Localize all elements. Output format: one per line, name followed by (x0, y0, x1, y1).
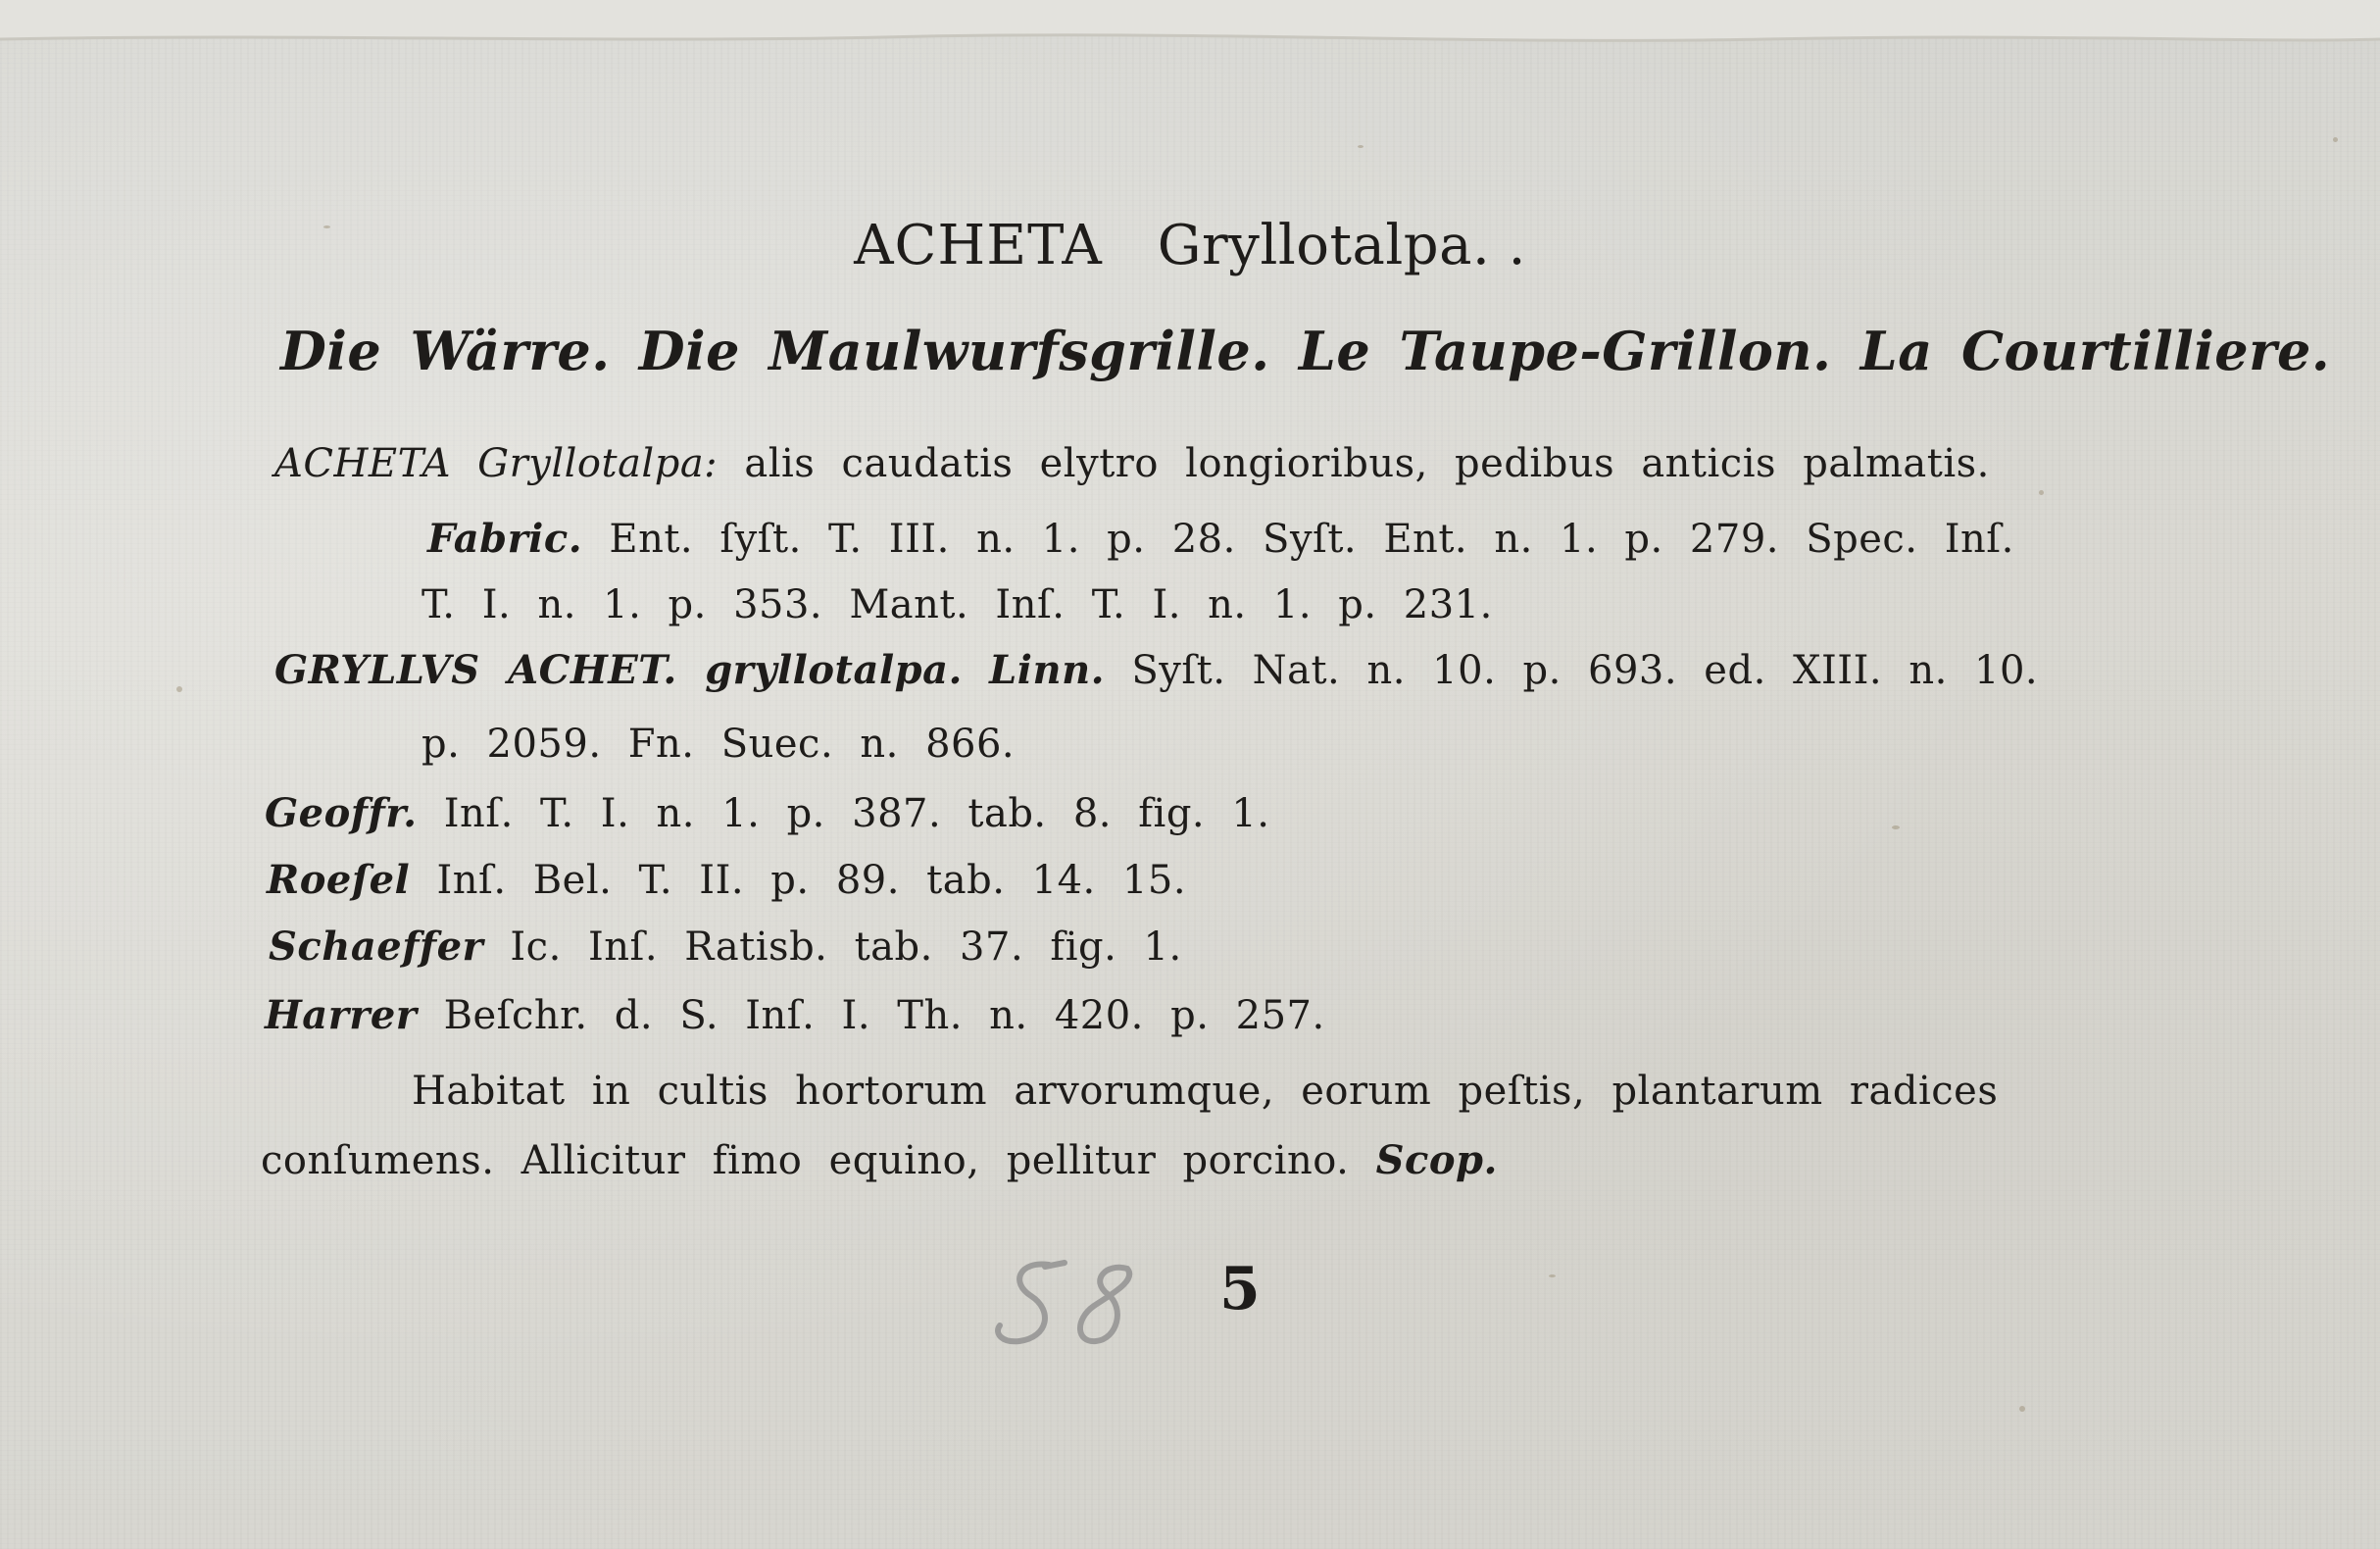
entry-text: Beſchr. d. S. Inſ. I. Th. n. 420. p. 257. (443, 993, 1325, 1038)
title-genus: ACHETA (854, 214, 1103, 277)
entry-author: GRYLLVS ACHET. gryllotalpa. (274, 647, 963, 693)
page-title (0, 214, 2380, 277)
entry-text: Inſ. T. I. n. 1. p. 387. tab. 8. fig. 1. (443, 791, 1270, 836)
entry-line (421, 582, 1493, 627)
entry-line (267, 857, 1186, 903)
entry-text: Inſ. Bel. T. II. p. 89. tab. 14. 15. (436, 858, 1187, 903)
habitat-source: Scop. (1375, 1137, 1498, 1183)
paper-speck (2019, 1406, 2025, 1412)
entry-author: Roeſel (267, 857, 411, 903)
handwritten-stamp-58 (980, 1243, 1176, 1361)
entry-line (274, 441, 1990, 486)
entry-line (269, 924, 1182, 970)
paper-speck (1549, 1274, 1556, 1277)
entry-author: Schaeffer (269, 924, 484, 970)
paper-speck (1892, 825, 1900, 829)
entry-text: Ic. Inſ. Ratisb. tab. 37. fig. 1. (510, 924, 1182, 970)
entry-author: ACHETA Gryllotalpa: (274, 441, 719, 486)
title-species: Gryllotalpa. . (1157, 214, 1526, 277)
habitat-line-2 (261, 1137, 1498, 1183)
paper-speck (176, 686, 182, 692)
entry-line (265, 992, 1325, 1038)
entry-author: Harrer (265, 992, 418, 1038)
entry-text: Syſt. Nat. n. 10. p. 693. ed. XIII. n. 10. (1131, 648, 2039, 693)
torn-edge (0, 0, 2380, 88)
entry-text: p. 2059. Fn. Suec. n. 866. (421, 722, 1016, 767)
paper-speck (1358, 145, 1364, 148)
entry-author-secondary: Linn. (989, 647, 1106, 693)
page-number: 5 (1219, 1255, 1261, 1324)
entry-line (427, 516, 2014, 562)
paper-speck (2333, 137, 2338, 142)
entry-author: Geoffr. (265, 790, 418, 836)
entry-line (265, 790, 1270, 836)
habitat-line-1: Habitat in cultis hortorum arvorumque, eorum peſtis, plantarum radices (412, 1069, 1999, 1114)
entry-text: Ent. ſyſt. T. III. n. 1. p. 28. Syſt. Ent. n. 1. p. 279. Spec. Inſ. (609, 517, 2014, 562)
entry-line (421, 722, 1015, 767)
habitat-text: conſumens. Allicitur fimo equino, pellitur porcino. (261, 1138, 1350, 1183)
common-names: Die Wärre. Die Maulwurfsgrille. Le Taupe-Grillon. La Courtilliere. (280, 320, 2331, 382)
entry-text: alis caudatis elytro longioribus, pedibus anticis palmatis. (744, 441, 1990, 486)
entry-author: Fabric. (427, 516, 583, 562)
entry-text: T. I. n. 1. p. 353. Mant. Inſ. T. I. n. 1. p. 231. (421, 582, 1493, 627)
entry-line (274, 647, 2038, 693)
paper-speck (2039, 490, 2044, 495)
